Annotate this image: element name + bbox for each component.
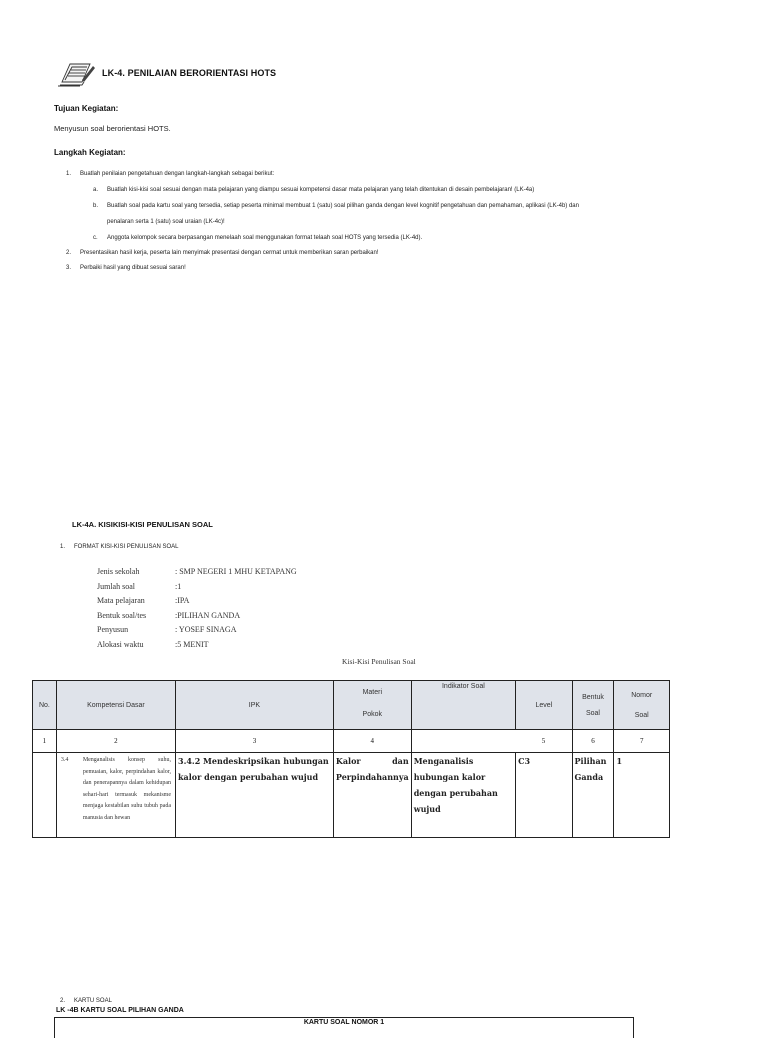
identity-label: Penyusun [97,625,129,635]
step-number: 1. [66,171,72,177]
substep-b-continued: penalaran serta 1 (satu) soal uraian (LK-4c)! [107,219,225,225]
identity-row [97,625,297,640]
lk4a-title: LK-4A. KISIKISI-KISI PENULISAN SOAL [72,520,213,529]
step-number: 3. [66,265,72,271]
identity-value: :IPA [175,596,190,606]
identity-label: Alokasi waktu [97,639,144,649]
column-number: 6 [572,730,614,753]
cell-level [516,753,572,838]
bentuk-text: Pilihan Ganda [574,756,607,782]
identity-value: :5 MENIT [175,639,209,649]
substep-text: Buatlah kisi-kisi soal sesuai dengan mata pelajaran yang diampu sesuai kompetensi dasar mata pelajaran yang telah ditentukan di desain pembelajaran! (LK-4a) [107,187,535,193]
langkah-label: Langkah Kegiatan: [54,148,126,157]
substep-text: Anggota kelompok secara berpasangan menelaah soal menggunakan format telaah soal HOTS yang tersedia (LK-4d). [107,235,423,241]
header-level: Level [516,681,572,730]
cell-no [33,753,57,838]
page-title: LK-4. PENILAIAN BERORIENTASI HOTS [102,68,277,78]
cell-kompetensi-dasar [56,753,175,838]
level-text: C3 [518,756,531,766]
cell-indikator-soal [411,753,515,838]
indikator-text: Menganalisis hubungan kalor dengan perubahan wujud [413,756,498,814]
format-number: 1. [60,544,66,550]
substep-text: Buatlah soal pada kartu soal yang tersedia, setiap peserta minimal membuat 1 (satu) soal pilihan ganda dengan level kognitif pengetahuan dan pemahaman, aplikasi (LK-4b) dan [107,203,579,209]
identity-value: :1 [175,581,182,591]
header-materi-line1: Materi [362,688,383,696]
column-number: 2 [56,730,175,753]
step-number: 2. [66,250,72,256]
kartu-box-title: KARTU SOAL NOMOR 1 [303,1019,385,1026]
header-kompetensi-dasar: Kompetensi Dasar [56,681,175,730]
table-number-row [33,730,670,753]
cell-nomor-soal [614,753,670,838]
tujuan-text: Menyusun soal berorientasi HOTS. [54,124,171,133]
identity-label: Bentuk soal/tes [97,610,147,620]
header [56,58,276,88]
kartu-label: KARTU SOAL [74,998,112,1004]
header-nomor-line1: Nomor [631,691,653,699]
step-text: Perbaiki hasil yang dibuat sesuai saran! [80,265,186,271]
substep-b [93,202,703,210]
kartu-soal-box [54,1017,634,1038]
nomor-text: 1 [616,756,623,766]
kartu-heading [60,997,112,1005]
header-bentuk-line1: Bentuk [582,693,604,701]
column-number: 4 [333,730,411,753]
materi-text: Kalor dan Perpindahannya [335,756,409,782]
tujuan-label: Tujuan Kegiatan: [54,104,119,113]
identity-label: Jumlah soal [97,581,135,591]
header-indikator-soal: Indikator Soal [411,681,515,730]
cell-bentuk-soal [572,753,614,838]
kd-number: 3.4 [60,757,69,763]
kd-text: Menganalisis konsep suhu, pemuaian, kalor, perpindahan kalor, dan penerapannya dalam kehidupan sehari-hari termasuk mekanisme menjaga kestabilan suhu tubuh pada manusia dan hewan [82,757,171,821]
lk4b-title: LK -4B KARTU SOAL PILIHAN GANDA [56,1007,184,1014]
identity-label: Jenis sekolah [97,567,140,576]
identity-row [97,567,297,582]
identity-row [97,640,297,655]
identity-row [97,582,297,597]
substep-letter: b. [93,203,99,209]
column-number: 3 [176,730,334,753]
column-number-empty [411,730,515,753]
identity-value: :PILIHAN GANDA [175,610,241,620]
step-text: Buatlah penilaian pengetahuan dengan langkah-langkah sebagai berikut: [80,171,275,177]
header-bentuk-line2: Soal [585,709,600,717]
kisi-kisi-table [32,680,670,838]
format-label: FORMAT KISI-KISI PENULISAN SOAL [74,544,179,550]
cell-ipk [176,753,334,838]
identity-row [97,596,297,611]
substep-letter: a. [93,187,99,193]
identity-value: : SMP NEGERI 1 MHU KETAPANG [175,567,297,576]
step-text: Presentasikan hasil kerja, peserta lain menyimak presentasi dengan cermat untuk memberikan saran perbaikan! [80,250,379,256]
identity-label: Mata pelajaran [97,596,145,606]
identity-list [97,567,297,655]
step-3 [66,264,186,272]
header-materi-pokok [333,681,411,730]
identity-row [97,611,297,626]
substep-c [93,234,653,242]
header-nomor-soal [614,681,670,730]
format-heading [60,543,178,551]
substep-letter: c. [93,235,98,241]
header-nomor-line2: Soal [634,711,649,719]
header-ipk: IPK [176,681,334,730]
identity-value: : YOSEF SINAGA [175,625,237,635]
step-1 [66,170,274,178]
table-caption: Kisi-Kisi Penulisan Soal [342,657,416,666]
cell-materi-pokok [333,753,411,838]
ipk-text: 3.4.2 Mendeskripsikan hubungan kalor dengan perubahan wujud [178,756,329,782]
table-row [33,753,670,838]
document-pen-icon [56,58,96,88]
substep-a [93,186,653,194]
header-no: No. [33,681,57,730]
kartu-number: 2. [60,998,66,1004]
table-header-row [33,681,670,730]
column-number: 7 [614,730,670,753]
column-number: 1 [33,730,57,753]
column-number: 5 [516,730,572,753]
header-materi-line2: Pokok [362,710,383,718]
step-2 [66,249,666,257]
header-bentuk-soal [572,681,614,730]
